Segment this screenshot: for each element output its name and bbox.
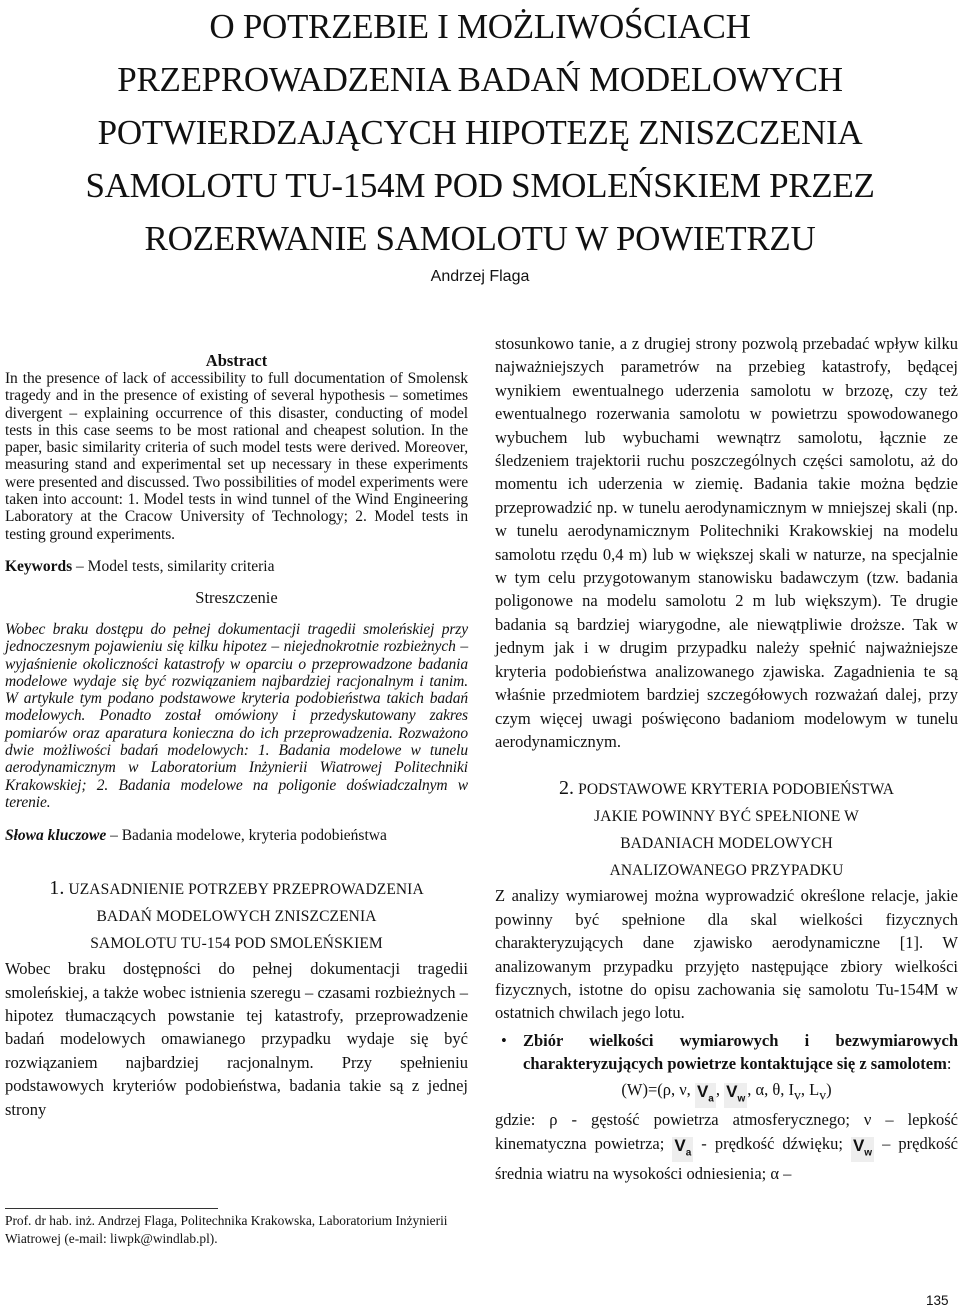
footnote-divider [5, 1208, 218, 1209]
section-2-text: Z analizy wymiarowej można wyprowadzić określone relacje, jakie powinny być spełnione dla skal wielkości fizycznych charakteryzujących dane zjawisko aerodynamiczne [1]. W analizowanym przypadku przyjęto następujące zbiory wielkości fizycznych, istotne do opisu zachowania się samolotu Tu-154M w ostatnich chwilach jego lotu. [495, 886, 958, 1023]
section-2-number: 2. [558, 777, 575, 800]
keywords-text: – Model tests, similarity criteria [72, 557, 275, 575]
paper-title [20, 0, 940, 265]
section-2-line-1: PODSTAWOWE KRYTERIA PODOBIEŃSTWA [578, 781, 895, 799]
section-1-heading [5, 875, 468, 957]
title-line-1: O POTRZEBIE I MOŻLIWOŚCIACH [209, 7, 751, 46]
section-1-text: Wobec braku dostępności do pełnej dokumentacji tragedii smoleńskiej, a także wobec istnienia szeregu – czasami rozbieżnych – hipotez tłumaczących powstanie tej katastrofy, przeprowadzenie badań modelowych omawianego przypadku wydaje się być rozwiązaniem najbardziej racjonalnym. Przy spełnieniu podstawowych kryteriów podobieństwa, badania takie są z jednej strony [5, 959, 468, 1119]
right-column-text: stosunkowo tanie, a z drugiej strony pozwolą przebadać wpływ kilku najważniejszych parametrów na przebieg katastrofy, będącej wynikiem ewentualnego uderzenia samolotu w brzozę, czy też ewentualnego rozerwania samolotu w powietrzu spowodowanego wybuchem lub wybuchami wewnątrz samolotu, łącznie ze śledzeniem trajektorii ruchu poszczególnych części samolotu, aż do momentu ich uderzenia w ziemię. Badania takie można będzie przeprowadzić np. w tunelu aerodynamicznym w mniejszej skali (np. w tunelu aerodynamicznym Politechniki Krakowskiej na modelu samolotu rzędu 0,4 m) lub w większej skali w naturze, na specjalnie w tym celu przygotowanym stanowisku badawczym (tzw. badania poligonowe na modelu samolotu 2 m lub większym). Te drugie badania są bardziej wiarygodne, ale niewątpliwie droższe. Tak w jednym jak i w drugim przypadku należy spełnić najważniejsze kryteria podobieństwa analizowanego zjawiska. Zagadnienia te są właśnie przedmiotem bardziej szczegółowych rozważań dalej, przy czym więcej uwagi poświęcono badaniom modelowym w tunelu aerodynamicznym. [495, 334, 958, 751]
bullet-dot-icon: • [501, 1030, 507, 1050]
left-column [5, 352, 468, 1121]
speed-of-sound-symbol-inline: $V_a$ [672, 1137, 693, 1162]
section-2-heading [495, 775, 958, 884]
slowa-kluczowe-label: Słowa kluczowe [5, 827, 107, 845]
title-line-3: POTWIERDZAJĄCYCH HIPOTEZĘ ZNISZCZENIA [97, 113, 863, 152]
section-1-line-1: UZASADNIENIE POTRZEBY PRZEPROWADZENIA [68, 881, 424, 899]
section-2-line-2: JAKIE POWINNY BYĆ SPEŁNIONE W [594, 808, 859, 826]
page-number: 135 [926, 1293, 949, 1308]
gdzie-text: gdzie: ρ - gęstość powietrza atmosferycznego; ν – lepkość kinematyczna powietrza; $V_a$ - prędkość dźwięku; $V_w$ – prędkość średnia wiatru na wysokości odniesienia; α – [495, 1110, 958, 1183]
abstract-heading: Abstract [205, 351, 268, 370]
streszczenie-heading: Streszczenie [195, 587, 278, 607]
slowa-kluczowe [5, 827, 468, 845]
formula: (W)=(ρ, ν, $V_a$ , $V_w$ , α, θ, $I_v$, $L_v$) [495, 1077, 958, 1108]
section-2-line-3: BADANIACH MODELOWYCH [620, 835, 833, 853]
slowa-kluczowe-text: – Badania modelowe, kryteria podobieństwa [106, 827, 387, 845]
speed-of-sound-symbol: $V_a$ [695, 1083, 716, 1108]
abstract-text: In the presence of lack of accessibility to full documentation of Smolensk tragedy and in the presence of existing of several hypothesis – sometimes divergent – explaining occurrence of this disaster, conducting of model tests in this case seems to be most rational and cheapest solution. In the paper, basic similarity criteria of such model tests were derived. Moreover, measuring stand and experimental set up necessary in these experiments were presented and discussed. Two possibilities of model experiments were taken into account: 1. Model tests in wind tunnel of the Wind Engineering Laboratory at the Cracow University of Technology; 2. Model tests in testing ground experiments. [5, 370, 468, 543]
wind-speed-symbol-inline: $V_w$ [851, 1137, 874, 1162]
section-1-line-2: BADAŃ MODELOWYCH ZNISZCZENIA [96, 908, 377, 926]
title-line-2: PRZEPROWADZENIA BADAŃ MODELOWYCH [117, 60, 843, 99]
author-name: Andrzej Flaga [430, 268, 530, 285]
keywords-label: Keywords [5, 557, 73, 575]
bullet-text: Zbiór wielkości wymiarowych i bezwymiarowych charakteryzujących powietrze kontaktujące się z samolotem: [523, 1030, 958, 1073]
bullet-item [495, 1029, 958, 1075]
keywords [5, 557, 468, 577]
section-2-line-4: ANALIZOWANEGO PRZYPADKU [609, 862, 844, 880]
footnote: Prof. dr hab. inż. Andrzej Flaga, Politechnika Krakowska, Laboratorium Inżynierii Wiatrowej (e-mail: liwpk@windlab.pl). [5, 1213, 448, 1246]
right-column [495, 332, 958, 1185]
title-line-5: ROZERWANIE SAMOLOTU W POWIETRZU [144, 219, 816, 258]
section-1-line-3: SAMOLOTU TU-154 POD SMOLEŃSKIEM [90, 935, 383, 953]
streszczenie-text: Wobec braku dostępu do pełnej dokumentacji tragedii smoleńskiej przy jednoczesnym pojawieniu się kilku hipotez – niejednokrotnie rozbieżnych – wyjaśnienie okoliczności katastrofy w oparciu o przeprowadzone badania modelowe wydaje się być rozwiązaniem najbardziej racjonalnym i tanim. W artykule tym podano podstawowe kryteria podobieństwa takich badań modelowych. Ponadto został omówiony i przedyskutowany zakres pomiarów oraz aparatura konieczna do ich przeprowadzenia. Rozważono dwie możliwości badań modelowych: 1. Badania modelowe w tunelu aerodynamicznym w Laboratorium Inżynierii Wiatrowej Politechniki Krakowskiej; 2. Badania modelowe na poligonie doświadczalnym w terenie. [5, 620, 468, 811]
section-1-number: 1. [49, 877, 65, 900]
title-line-4: SAMOLOTU TU-154M POD SMOLEŃSKIEM PRZEZ [85, 166, 875, 205]
wind-speed-symbol: $V_w$ [724, 1083, 747, 1108]
